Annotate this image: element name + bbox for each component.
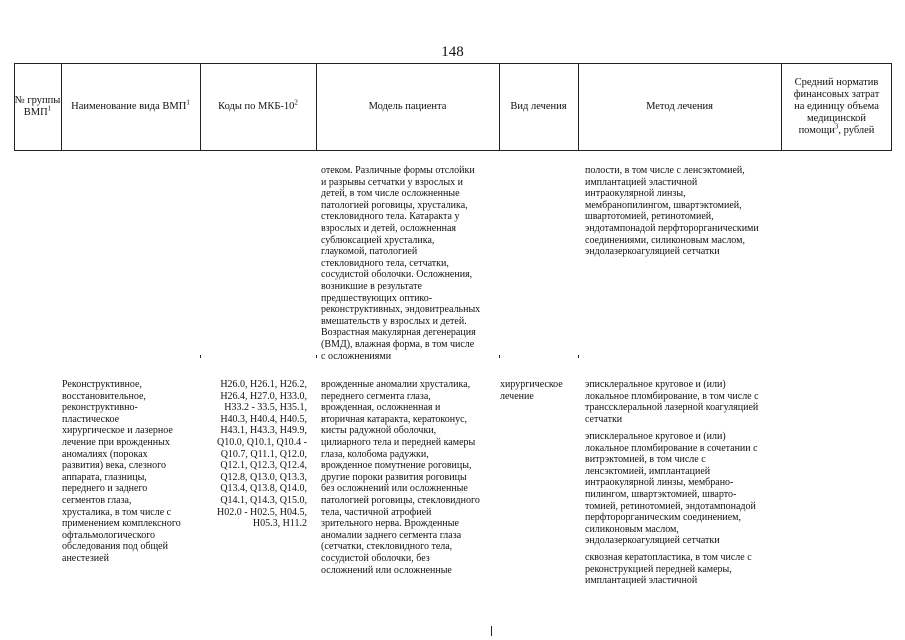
page-number: 148 [441, 44, 464, 60]
row2-method-3: сквозная кератопластика, в том числе с реконструкцией передней камеры, имплантацией эластичной [585, 552, 752, 587]
row2-mkb-codes: H26.0, H26.1, H26.2, H26.4, H27.0, H33.0, H33.2 - 33.5, H35.1, H40.3, H40.4, H40.5, H43.1, H43.3, H49.9, Q10.0, Q10.1, Q10.4 - Q10.7, Q11.1, Q12.0, Q12.1, Q12.3, Q12.4, Q12.8, Q13.0, Q13.3, Q13.4, Q13.8, Q14.0, Q14.1, Q14.3, Q15.0, H02.0 - H02.5, H04.5, H05.3, H11.2 [217, 379, 307, 530]
header-average-cost: Средний норматив финансовых затрат на единицу объема медицинской помощи$^3$, рублей [793, 76, 880, 136]
row2-treatment-type: хирургическое лечение [500, 379, 563, 402]
column-tick [499, 355, 500, 358]
column-tick [316, 355, 317, 358]
row2-method-1: эписклеральное круговое и (или) локальное пломбирование, в том числе с транссклеральной лазерной коагуляцией сетчатки [585, 379, 759, 425]
column-tick [578, 355, 579, 358]
row1-patient-model: отеком. Различные формы отслойки и разрывы сетчатки у взрослых и детей, в том числе осложненные патологией роговицы, хрусталика, стекловидного тела. Катаракта у взрослых и детей, осложненная сублюксацией хрусталика, глаукомой, патологией стекловидного тела, сетчатки, сосудистой оболочки. Осложнения, возникшие в результате предшествующих оптико- реконструктивных, эндовитреальных вмешательств у взрослых и детей. Возрастная макулярная дегенерация (ВМД), влажная форма, в том числе с осложнениями [321, 165, 481, 362]
column-tick [491, 626, 492, 636]
header-treatment-type: Вид лечения [510, 100, 567, 112]
row2-method-2: эписклеральное круговое и (или) локальное пломбирование в сочетании с витрэктомией, в том числе с ленсэктомией, имплантацией интраокулярной линзы, мембрано- пилингом, швартэктомией, шварто- томией, ретинотомией, эндотампонадой перфторорганическим соединением, силиконовым маслом, эндолазеркоагуляцией сетчатки [585, 431, 758, 547]
header-patient-model: Модель пациента [368, 100, 447, 112]
header-group-no: № группы ВМП$^1$ [14, 94, 61, 118]
row2-vmp-name: Реконструктивное, восстановительное, реконструктивно- пластическое хирургическое и лазерное лечение при врожденных аномалиях (пороках развития) века, слезного аппарата, глазницы, переднего и заднего сегментов глаза, хрусталика, в том числе с применением комплексного офтальмологического обследования под общей анестезией [62, 379, 181, 564]
row2-patient-model: врожденные аномалии хрусталика, переднего сегмента глаза, врожденная, осложненная и вторичная катаракта, кератоконус, кисты радужной оболочки, цилиарного тела и передней камеры глаза, колобома радужки, врожденное помутнение роговицы, другие пороки развития роговицы без осложнений или осложненные патологией роговицы, стекловидного тела, частичной атрофией зрительного нерва. Врожденные аномалии заднего сегмента глаза (сетчатки, стекловидного тела, сосудистой оболочки, без осложнений или осложненные [321, 379, 480, 576]
row1-treatment-method: полости, в том числе с ленсэктомией, имплантацией эластичной интраокулярной линзы, мембранопилингом, швартэктомией, швартотомией, ретинотомией, эндотампонадой перфторорганическими соединениями, силиконовым маслом, эндолазеркоагуляцией сетчатки [585, 165, 759, 258]
header-mkb-codes: Коды по МКБ-$10^2$ [218, 98, 298, 112]
column-divider [891, 63, 892, 150]
column-tick [200, 355, 201, 358]
header-treatment-method: Метод лечения [646, 100, 713, 112]
header-vmp-name: Наименование вида ВМП$^1$ [71, 98, 190, 112]
header-bottom-border [14, 150, 892, 151]
